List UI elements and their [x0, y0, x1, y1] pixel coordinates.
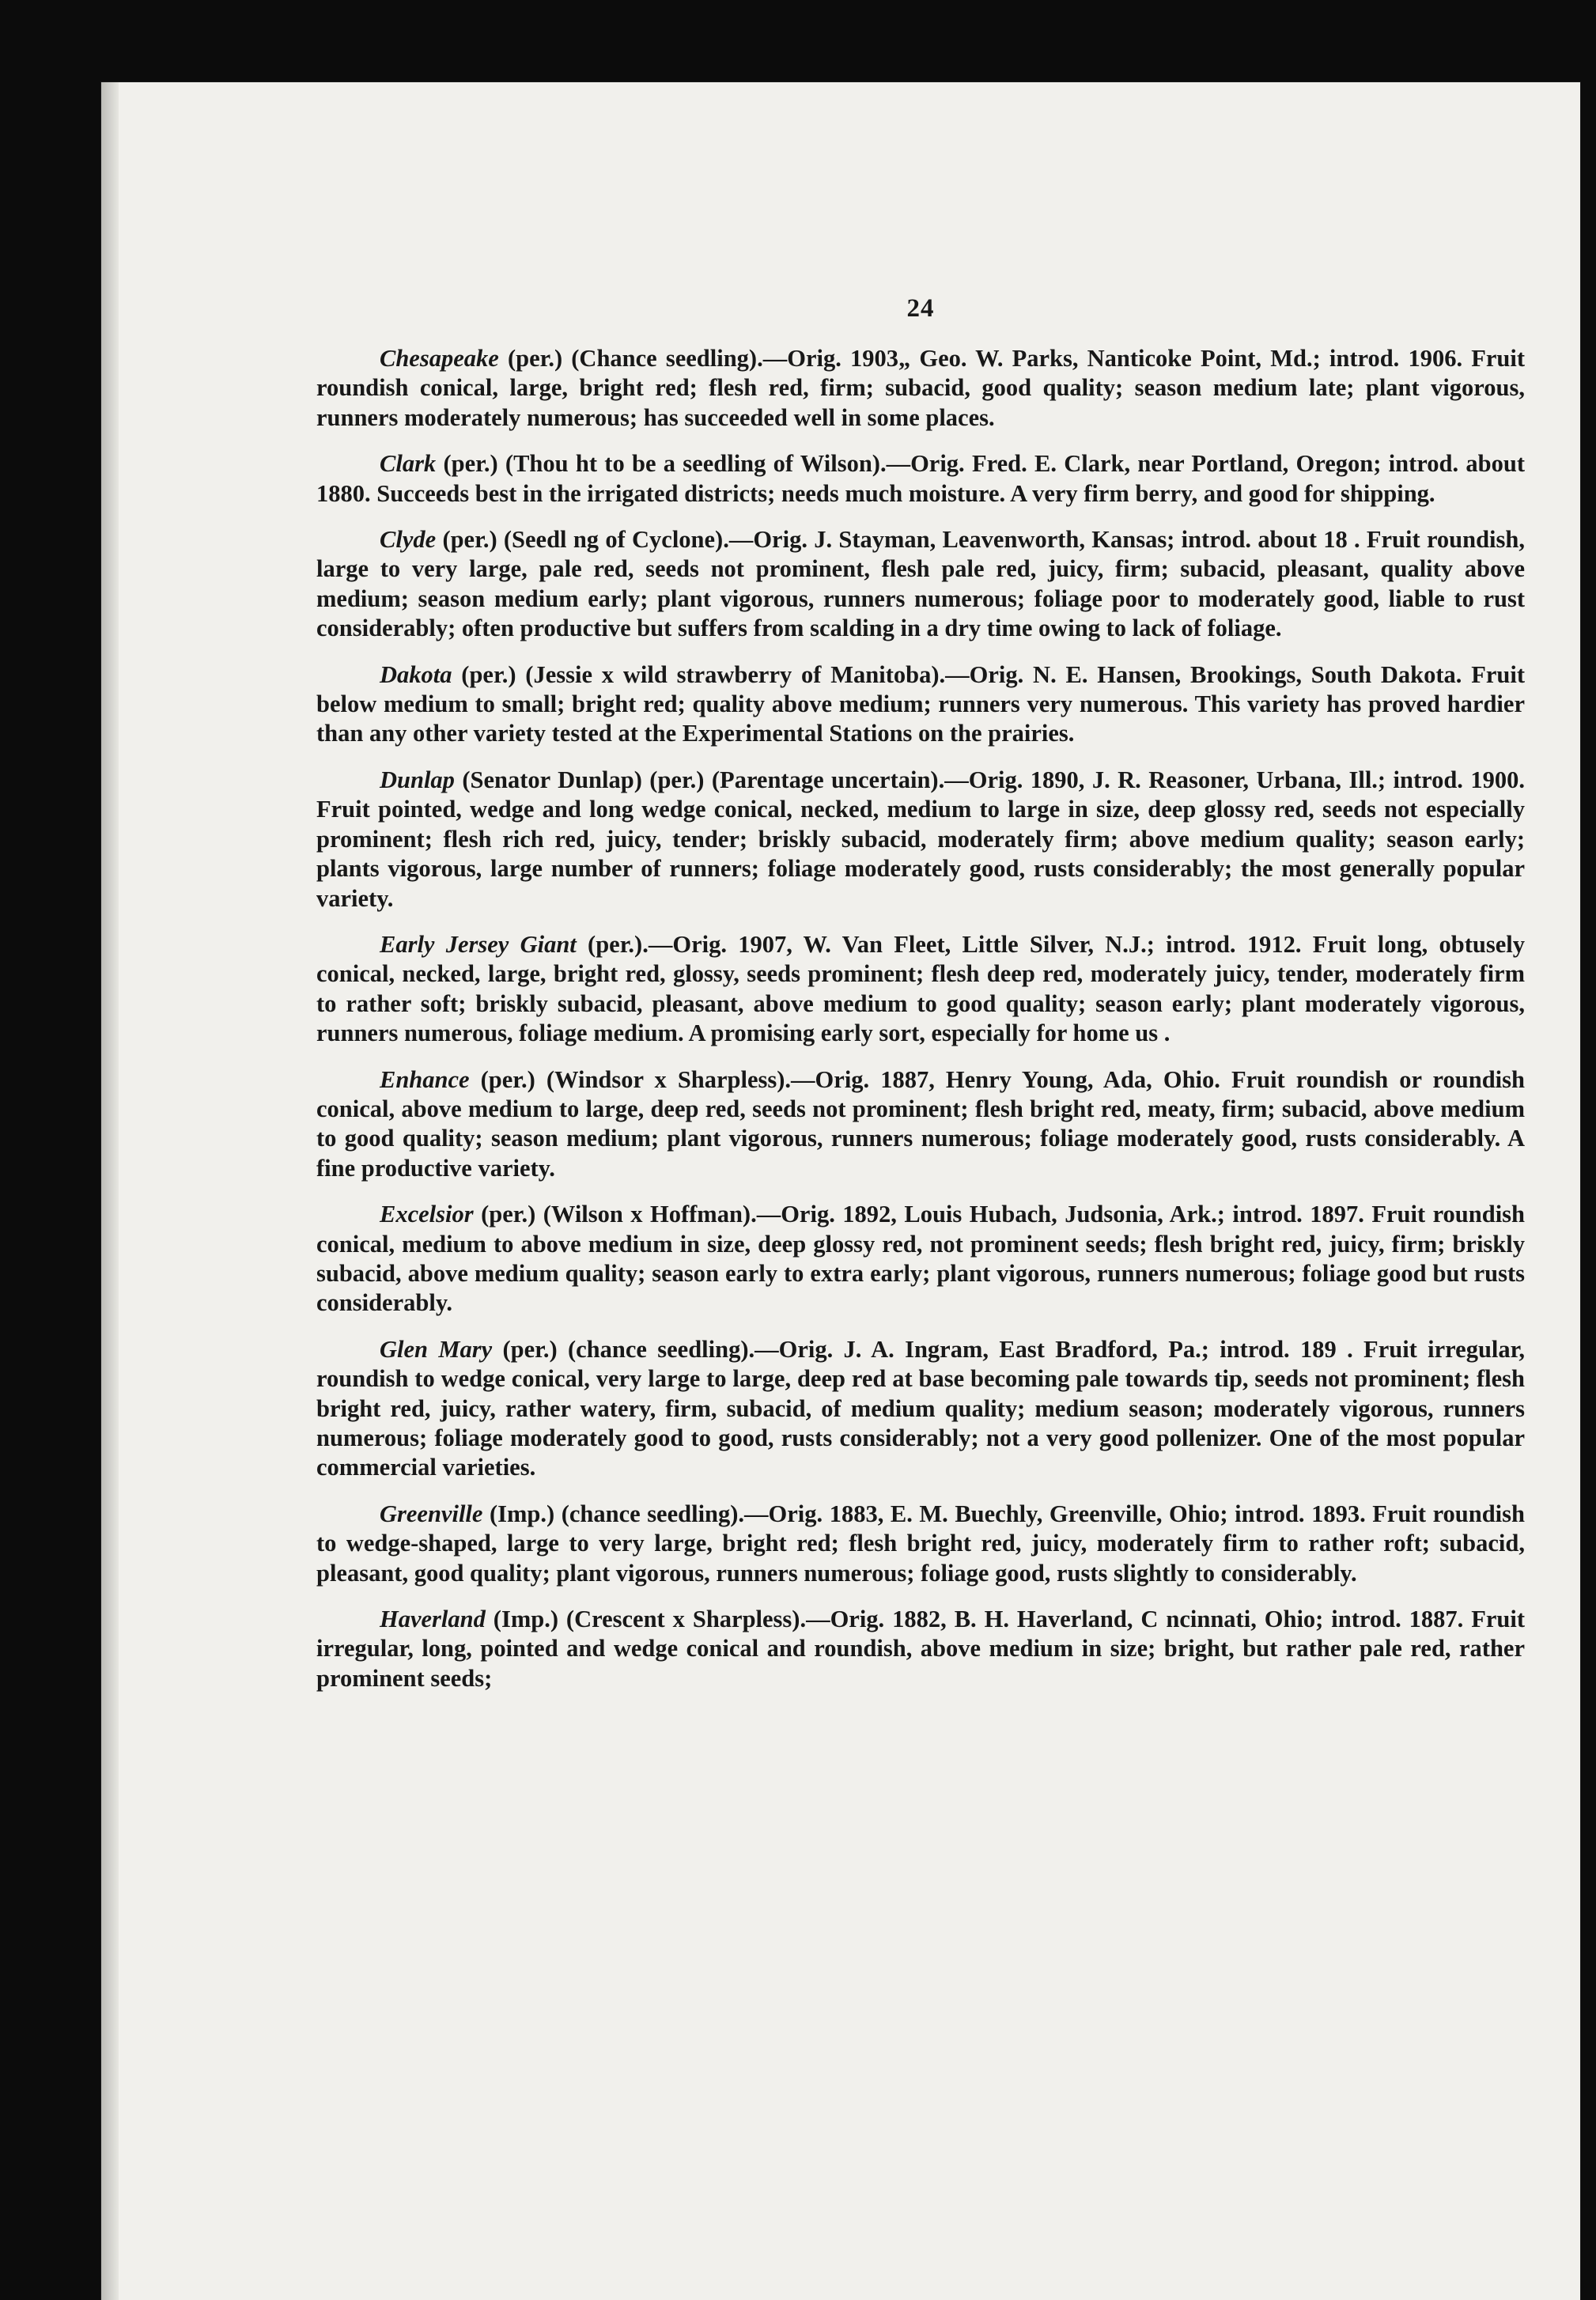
variety-entry-early-jersey-giant	[316, 930, 1525, 1049]
variety-description: (Imp.) (chance seedling).—Orig. 1883, E. M. Buechly, Greenville, Ohio; introd. 1893. Fruit roundish to wedge-shaped, large to very large, bright red; flesh bright red, juicy, moderately firm to rather roft; subacid, pleasant, good quality; plant vigorous, runners numerous; foliage good, rusts slightly to considerably.	[316, 1500, 1525, 1587]
variety-name: Chesapeake	[380, 345, 499, 372]
variety-entry-chesapeake	[316, 344, 1525, 433]
variety-description: (per.) (Thou ht to be a seedling of Wilson).—Orig. Fred. E. Clark, near Portland, Oregon; introd. about 1880. Succeeds best in the irrigated districts; needs much moisture. A very firm berry, and good for shipping.	[316, 450, 1525, 507]
variety-name: Excelsior	[380, 1201, 474, 1228]
variety-name: Dunlap	[380, 766, 455, 793]
variety-entry-glen-mary	[316, 1335, 1525, 1483]
variety-entry-clark	[316, 449, 1525, 509]
variety-name: Dakota	[380, 660, 452, 688]
variety-name: Clark	[380, 450, 437, 478]
variety-description: (Imp.) (Crescent x Sharpless).—Orig. 1882, B. H. Haverland, C ncinnati, Ohio; introd. 1887. Fruit irregular, long, pointed and wedge conical and roundish, above medium in size; bright, but rather pale red, rather prominent seeds;	[316, 1606, 1525, 1692]
variety-entry-greenville	[316, 1500, 1525, 1588]
variety-description: (per.) (Seedl ng of Cyclone).—Orig. J. Stayman, Leavenworth, Kansas; introd. about 18 . Fruit roundish, large to very large, pale red, seeds not prominent, flesh pale red, juicy, firm; subacid, pleasant, quality above medium; season medium early; plant vigorous, runners numerous; foliage poor to moderately good, liable to rust considerably; often productive but suffers from scalding in a dry time owing to lack of foliage.	[316, 526, 1525, 642]
variety-name: Greenville	[380, 1500, 483, 1527]
variety-description: (per.) (Wilson x Hoffman).—Orig. 1892, Louis Hubach, Judsonia, Ark.; introd. 1897. Fruit roundish conical, medium to above medium in size, deep glossy red, not prominent seeds; flesh bright red, juicy, firm; briskly subacid, above medium quality; season early to extra early; plant vigorous, runners numerous; foliage good but rusts considerably.	[316, 1201, 1525, 1317]
page-number: 24	[906, 294, 935, 323]
variety-name: Early Jersey Giant	[380, 930, 577, 958]
variety-entry-haverland	[316, 1605, 1525, 1693]
variety-entry-clyde	[316, 525, 1525, 644]
variety-name: Haverland	[380, 1606, 486, 1633]
variety-name: Clyde	[380, 526, 437, 554]
variety-description: (per.) (Jessie x wild strawberry of Manitoba).—Orig. N. E. Hansen, Brookings, South Dakota. Fruit below medium to small; bright red; quality above medium; runners very numerous. This variety has proved hardier than any other variety tested at the Experimental Stations on the prairies.	[316, 660, 1525, 747]
variety-name: Glen Mary	[380, 1335, 493, 1363]
variety-name: Enhance	[380, 1065, 470, 1093]
scanned-page	[101, 82, 1580, 2300]
variety-description: (Senator Dunlap) (per.) (Parentage uncertain).—Orig. 1890, J. R. Reasoner, Urbana, Ill.; introd. 1900. Fruit pointed, wedge and long wedge conical, necked, medium to large in size, deep glossy red, seeds not especially prominent; flesh rich red, juicy, tender; briskly subacid, moderately firm; above medium quality; season early; plants vigorous, large number of runners; foliage moderately good, rusts considerably; the most generally popular variety.	[316, 766, 1525, 912]
variety-description: (per.) (Chance seedling).—Orig. 1903„ Geo. W. Parks, Nanticoke Point, Md.; introd. 1906. Fruit roundish conical, large, bright red; flesh red, firm; subacid, good quality; season medium late; plant vigorous, runners moderately numerous; has succeeded well in some places.	[316, 345, 1525, 431]
variety-entry-excelsior	[316, 1200, 1525, 1318]
variety-entry-enhance	[316, 1065, 1525, 1184]
variety-entry-dunlap	[316, 766, 1525, 914]
page-text-block	[316, 294, 1525, 1710]
variety-description: (per.).—Orig. 1907, W. Van Fleet, Little Silver, N.J.; introd. 1912. Fruit long, obtusely conical, necked, large, bright red, glossy, seeds prominent; flesh deep red, moderately juicy, tender, moderately firm to rather soft; briskly subacid, pleasant, above medium to good quality; season early; plant moderately vigorous, runners numerous, foliage medium. A promising early sort, especially for home us .	[316, 930, 1525, 1047]
variety-entry-dakota	[316, 660, 1525, 749]
variety-description: (per.) (Windsor x Sharpless).—Orig. 1887, Henry Young, Ada, Ohio. Fruit roundish or roundish conical, above medium to large, deep red, seeds not prominent; flesh bright red, meaty, firm; subacid, above medium to good quality; season medium; plant vigorous, runners numerous; foliage moderately good, rusts considerably. A fine productive variety.	[316, 1065, 1525, 1182]
page-binding-edge	[101, 82, 119, 2300]
variety-description: (per.) (chance seedling).—Orig. J. A. Ingram, East Bradford, Pa.; introd. 189 . Fruit irregular, roundish to wedge conical, very large to large, deep red at base becoming pale towards tip, seeds not prominent; flesh bright red, juicy, rather watery, firm, subacid, of medium quality; medium season; moderately vigorous, runners numerous; foliage moderately good to good, rusts considerably; not a very good pollenizer. One of the most popular commercial varieties.	[316, 1335, 1525, 1481]
